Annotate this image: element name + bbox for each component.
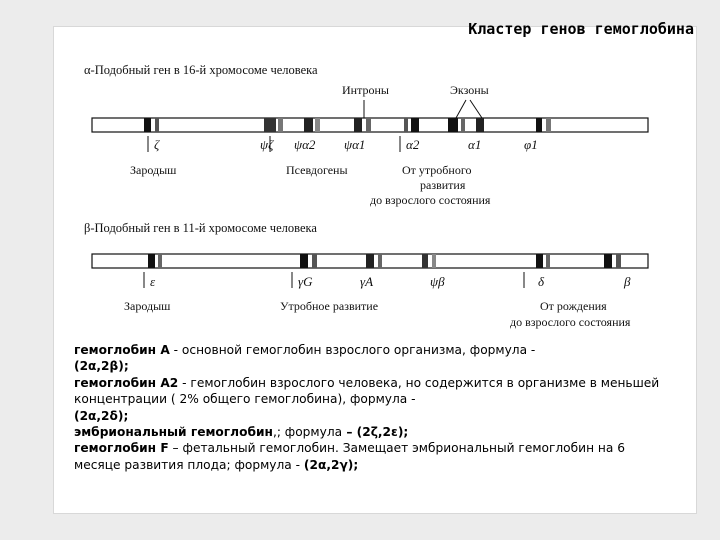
exons-label: Экзоны: [450, 83, 489, 97]
exons-pointer-left: [456, 100, 466, 118]
psi-zeta-block: [264, 118, 276, 132]
beta-adult-label-1: От рождения: [540, 299, 607, 313]
zeta-block: [144, 118, 151, 132]
alpha1-block-3: [476, 118, 484, 132]
hb-a2-formula: (2α,2δ);: [74, 408, 129, 423]
gene-psi-alpha2: ψα2: [294, 137, 316, 152]
beta-heading: β-Подобный ген в 11-й хромосоме человека: [84, 221, 317, 235]
exons-pointer-right: [470, 100, 482, 118]
hb-a2-name: гемоглобин А2: [74, 375, 179, 390]
beta-adult-label-2: до взрослого состояния: [510, 315, 631, 329]
gamma-g-block: [300, 254, 308, 268]
psi-alpha2-block-2: [315, 118, 320, 132]
gamma-a-block: [366, 254, 374, 268]
alpha2-block: [404, 118, 408, 132]
beta-embryo-label: Зародыш: [124, 299, 171, 313]
gene-alpha1: α1: [468, 137, 482, 152]
delta-block-2: [546, 254, 550, 268]
psi-zeta-block-2: [278, 118, 283, 132]
embryonic-hb-entry: [74, 424, 674, 440]
psi-alpha1-block-2: [366, 118, 371, 132]
gene-cluster-diagram: [84, 56, 674, 336]
hb-a-formula: (2α,2β);: [74, 359, 129, 374]
gene-psi-alpha1: ψα1: [344, 137, 366, 152]
hb-f-name: гемоглобин F: [74, 441, 169, 456]
gene-alpha2: α2: [406, 137, 420, 152]
gene-zeta: ζ: [154, 137, 160, 152]
alpha-embryo-label: Зародыш: [130, 163, 177, 177]
gene-psi-beta: ψβ: [430, 274, 445, 289]
beta-block-2: [616, 254, 621, 268]
introns-label: Интроны: [342, 83, 389, 97]
gene-gamma-a: γA: [360, 274, 374, 289]
gene-psi-zeta: ψζ: [260, 137, 274, 152]
hb-a-text: - основной гемоглобин взрослого организма, формула -: [169, 343, 536, 357]
delta-block: [536, 254, 543, 268]
hb-a-entry: [74, 342, 674, 375]
hb-a-name: гемоглобин А: [74, 343, 170, 357]
epsilon-block: [148, 254, 155, 268]
gene-gamma-g: γG: [298, 274, 313, 289]
beta-gene-ticks: [144, 272, 524, 288]
alpha-adult-label-2: развития: [420, 178, 466, 192]
embryonic-hb-name: эмбриональный гемоглобин: [74, 425, 273, 440]
phi1-block-2: [546, 118, 551, 132]
embryonic-hb-formula: – (2ζ,2ε);: [342, 425, 409, 440]
gamma-g-block-2: [312, 254, 317, 268]
gene-epsilon: ε: [150, 274, 156, 289]
alpha1-block: [448, 118, 458, 132]
gamma-a-block-2: [378, 254, 382, 268]
alpha-adult-label-3: до взрослого состояния: [370, 193, 491, 207]
zeta-block-2: [155, 118, 159, 132]
psi-alpha2-block: [304, 118, 313, 132]
phi1-block: [536, 118, 542, 132]
hb-f-entry: [74, 440, 674, 473]
alpha1-block-2: [461, 118, 465, 132]
gene-phi1: φ1: [524, 137, 538, 152]
hb-a2-entry: [74, 375, 674, 424]
psi-beta-block-2: [432, 254, 436, 268]
psi-alpha1-block: [354, 118, 362, 132]
beta-fetal-label: Утробное развитие: [280, 299, 379, 313]
psi-beta-block: [422, 254, 428, 268]
gene-delta: δ: [538, 274, 545, 289]
alpha-heading: α-Подобный ген в 16-й хромосоме человека: [84, 63, 318, 77]
embryonic-hb-text: ,; формула: [272, 425, 343, 440]
alpha2-block-2: [411, 118, 419, 132]
beta-block: [604, 254, 612, 268]
alpha-pseudogenes-label: Псевдогены: [286, 163, 348, 177]
hb-a2-text: - гемоглобин взрослого человека, но содержится в организме в меньшей концентрации ( 2% общего гемоглобина), формула -: [74, 375, 660, 407]
slide-title: Кластер генов гемоглобина: [468, 20, 694, 38]
alpha-adult-label-1: От утробного: [402, 163, 472, 177]
epsilon-block-2: [158, 254, 162, 268]
hemoglobin-description: [74, 342, 674, 473]
gene-beta: β: [624, 274, 631, 289]
hb-f-text: – фетальный гемоглобин. Замещает эмбриональный гемоглобин на 6 месяце развития плода; формула -: [74, 441, 625, 472]
hb-f-formula: (2α,2γ);: [303, 457, 359, 472]
